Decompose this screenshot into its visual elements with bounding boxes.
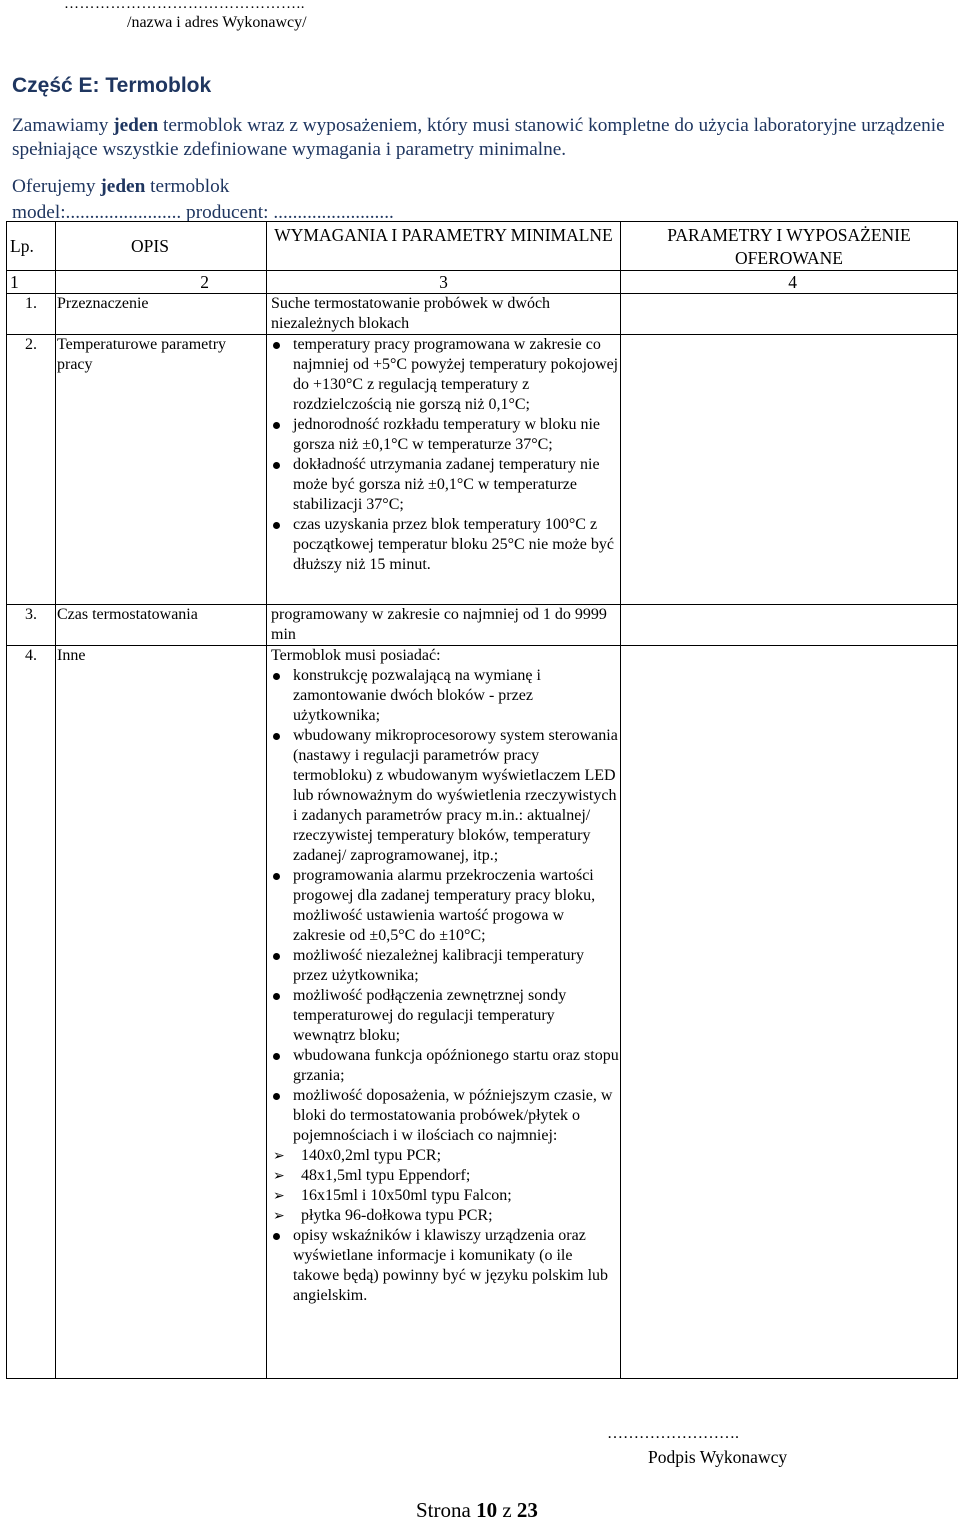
intro-paragraph: Zamawiamy jeden termoblok wraz z wyposażeniem, który musi stanowić kompletne do użycia laboratoryjne urządzenie spełniające wszystkie zdefiniowane wymagania i parametry minimalne. [12,115,945,160]
row-name: Temperaturowe parametry pracy [56,335,267,605]
header-opis: OPIS [56,222,267,271]
list-item: jednorodność rozkładu temperatury w bloku nie gorsza niż ±0,1°C w temperaturze 37°C; [267,415,620,455]
signature-dots: ……………………. [607,1425,739,1442]
column-number-row [7,271,958,294]
column-number: 1 [7,271,56,294]
row-number: 1. [7,294,56,335]
spec-table [6,221,958,1379]
list-item: temperatury pracy programowana w zakresie co najmniej od +5°C powyżej temperatury pokojowej do +130°C z regulacją temperatury z rozdzielczością nie gorszą niż 0,1°C; [267,335,620,415]
header-lp: Lp. [7,222,56,271]
sub-list-item: ➢ 48x1,5ml typu Eppendorf; [267,1166,620,1186]
offered-cell[interactable] [621,335,958,605]
list-item: programowania alarmu przekroczenia wartości progowej dla zadanej temperatury pracy bloku, możliwość ustawienia wartość progowa w zakresie od ±0,5°C do ±10°C; [267,866,620,946]
header-requirements: WYMAGANIA I PARAMETRY MINIMALNE [267,222,621,271]
row-name: Czas termostatowania [56,605,267,646]
sub-list-item: ➢ płytka 96-dołkowa typu PCR; [267,1206,620,1226]
table-row [7,605,958,646]
list-item: dokładność utrzymania zadanej temperatury nie może być gorsza niż ±0,1°C w temperaturze stabilizacji 37°C; [267,455,620,515]
row-requirement: programowany w zakresie co najmniej od 1 do 9999 min [267,605,621,646]
table-row [7,335,958,605]
offered-cell[interactable] [621,646,958,1379]
list-item: wbudowany mikroprocesorowy system sterowania (nastawy i regulacji parametrów pracy termobloku) z wbudowanym wyświetlaczem LED lub równoważnym do wyświetlenia rzeczywistych i zadanych parametrów pracy m.in.: aktualnej/ rzeczywistej temperatury bloków, temperatury zadanej/ zaprogramowanej, itp.; [267,726,620,866]
list-item: opisy wskaźników i klawiszy urządzenia oraz wyświetlane informacje i komunikaty (o ile takowe będą) powinny być w języku polskim lub angielskim. [267,1226,620,1306]
list-item: czas uzyskania przez blok temperatury 100°C z początkowej temperatur bloku 25°C nie może być dłuższy niż 15 minut. [267,515,620,575]
row-number: 2. [7,335,56,605]
signature-label: Podpis Wykonawcy [648,1447,788,1467]
column-number: 4 [621,271,958,294]
page-footer: Strona 10 z 23 [416,1498,538,1522]
row-number: 4. [7,646,56,1379]
row-number: 3. [7,605,56,646]
table-row [7,294,958,335]
offer-line: Oferujemy jeden termoblok [12,176,230,197]
row-intro: Termoblok musi posiadać: [271,647,441,664]
row-name: Inne [56,646,267,1379]
row-requirement [267,335,621,605]
offered-cell[interactable] [621,605,958,646]
row-requirement [267,646,621,1379]
sub-list-item: ➢ 140x0,2ml typu PCR; [267,1146,620,1166]
list-item: możliwość podłączenia zewnętrznej sondy temperaturowej do regulacji temperatury wewnątrz bloku; [267,986,620,1046]
list-item: konstrukcję pozwalającą na wymianę i zamontowanie dwóch bloków - przez użytkownika; [267,666,620,726]
row-requirement: Suche termostatowanie probówek w dwóch niezależnych blokach [267,294,621,335]
list-item: wbudowana funkcja opóźnionego startu oraz stopu grzania; [267,1046,620,1086]
row-name: Przeznaczenie [56,294,267,335]
model-producent-line: model:........................ producent: ......................... [12,202,394,223]
table-row [7,646,958,1379]
sub-list-item: ➢ 16x15ml i 10x50ml typu Falcon; [267,1186,620,1206]
table-header-row [7,222,958,271]
column-number: 3 [267,271,621,294]
list-item: możliwość niezależnej kalibracji temperatury przez użytkownika; [267,946,620,986]
header-offered: PARAMETRY I WYPOSAŻENIE OFEROWANE [621,222,958,271]
offered-cell[interactable] [621,294,958,335]
column-number: 2 [56,271,267,294]
section-title: Część E: Termoblok [12,74,212,97]
contractor-label: /nazwa i adres Wykonawcy/ [127,14,307,31]
header-dots: ……………………………………….. [64,0,305,12]
list-item: możliwość doposażenia, w późniejszym czasie, w bloki do termostatowania probówek/płytek o pojemnościach i w ilościach co najmniej: [267,1086,620,1146]
